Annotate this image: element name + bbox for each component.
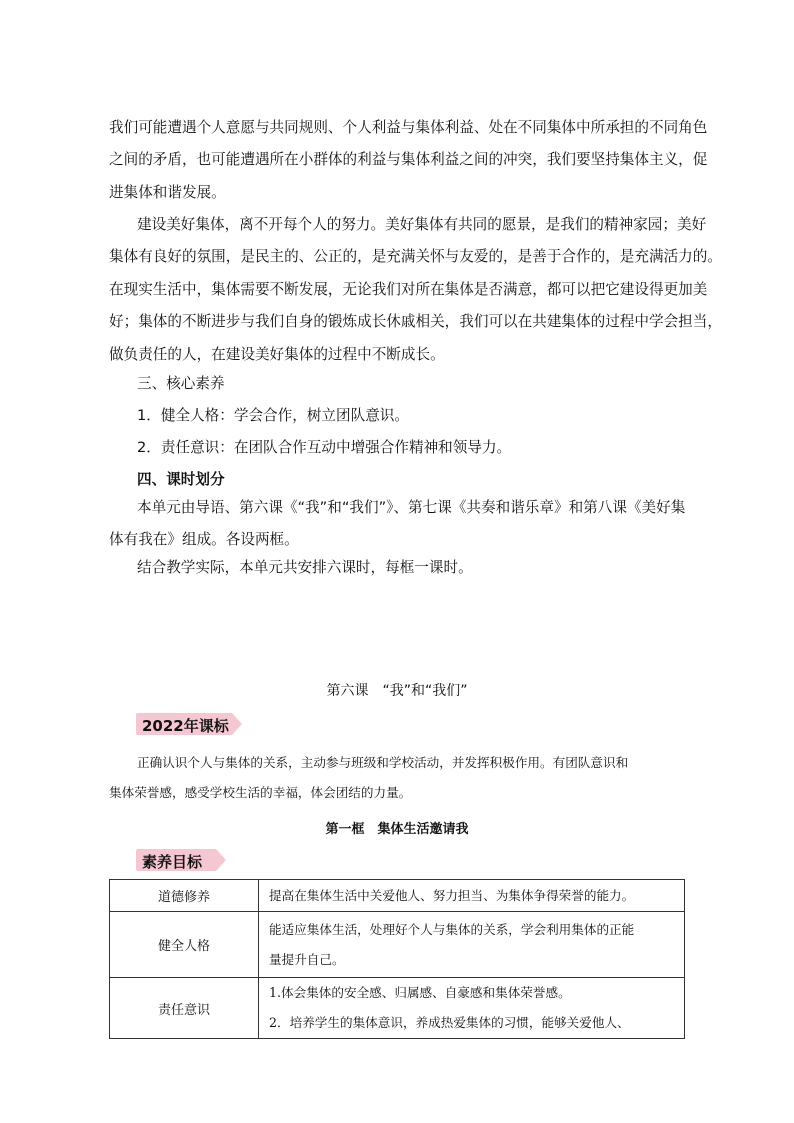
goal-category: 健全人格 <box>110 912 259 978</box>
text-line: 体有我在》组成。各设两框。 <box>109 531 299 549</box>
text-line: 能适应集体生活，处理好个人与集体的关系，学会利用集体的正能 <box>269 921 635 937</box>
text-line: 量提升自己。 <box>269 951 345 967</box>
tag-arrow-shape <box>232 713 242 735</box>
goal-description <box>259 978 685 1039</box>
lesson-title: 第六课 “我”和“我们” <box>326 683 468 699</box>
literacy-goals-table <box>109 879 685 1039</box>
text-line: 在现实生活中，集体需要不断发展，无论我们对所在集体是否满意，都可以把它建设得更加美 <box>109 280 708 298</box>
text-line: 正确认识个人与集体的关系，主动参与班级和学校活动，并发挥积极作用。有团队意识和 <box>137 755 629 770</box>
build-collective-paragraph <box>109 209 722 371</box>
core-literacy-item: 1．健全人格：学会合作，树立团队意识。 <box>137 407 409 424</box>
tag-label: 2022年课标 <box>142 717 229 735</box>
core-literacy-item: 2．责任意识：在团队合作互动中增强合作精神和领导力。 <box>137 439 512 456</box>
schedule-heading: 四、课时划分 <box>137 471 225 488</box>
text-line: 进集体和谐发展。 <box>109 183 226 201</box>
goal-category: 责任意识 <box>110 978 259 1039</box>
core-literacy-heading: 三、核心素养 <box>137 375 225 392</box>
text-line: 2．培养学生的集体意识，养成热爱集体的习惯，能够关爱他人、 <box>269 1015 630 1030</box>
text-line: 本单元由导语、第六课《“我”和“我们”》、第七课《共奏和谐乐章》和第八课《美好集 <box>137 499 686 516</box>
table-row <box>110 978 685 1039</box>
frame-title: 第一框 集体生活邀请我 <box>325 822 469 837</box>
text-line: 好；集体的不断进步与我们自身的锻炼成长休戚相关，我们可以在共建集体的过程中学会担当， <box>109 313 722 331</box>
goal-category: 道德修养 <box>110 880 259 912</box>
curriculum-standard-paragraph <box>109 748 689 808</box>
text-line: 集体荣誉感，感受学校生活的幸福，体会团结的力量。 <box>109 785 412 800</box>
tag-label: 素养目标 <box>142 853 203 871</box>
text-line: 我们可能遭遇个人意愿与共同规则、个人利益与集体利益、处在不同集体中所承担的不同角色 <box>109 119 708 136</box>
schedule-note: 结合教学实际，本单元共安排六课时，每框一课时。 <box>137 559 473 576</box>
text-line: 集体有良好的氛围，是民主的、公正的，是充满关怀与友爱的，是善于合作的，是充满活力的。 <box>109 248 722 266</box>
schedule-paragraph <box>109 492 689 557</box>
intro-paragraph <box>109 112 708 209</box>
table-row <box>110 912 685 978</box>
goal-description <box>259 912 685 978</box>
text-line: 之间的矛盾，也可能遭遇所在小群体的利益与集体利益之间的冲突，我们要坚持集体主义，促 <box>109 151 708 169</box>
goal-description <box>259 880 685 912</box>
text-line: 建设美好集体，离不开每个人的努力。美好集体有共同的愿景，是我们的精神家园；美好 <box>137 216 707 233</box>
text-line: 做负责任的人，在建设美好集体的过程中不断成长。 <box>109 345 445 363</box>
table-row <box>110 880 685 912</box>
text-line: 1.体会集体的安全感、归属感、自豪感和集体荣誉感。 <box>269 985 571 1000</box>
tag-arrow-shape <box>216 849 226 871</box>
text-line: 提高在集体生活中关爱他人、努力担当、为集体争得荣誉的能力。 <box>269 887 635 903</box>
